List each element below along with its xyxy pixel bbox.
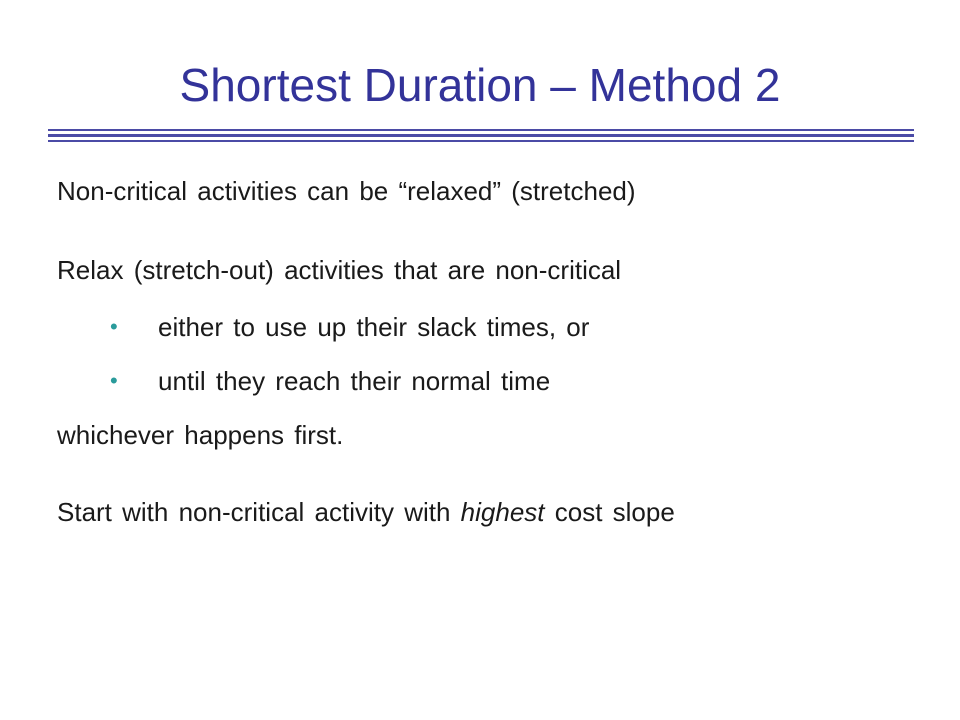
title-divider-bottom [48,140,914,142]
paragraph-relax-noncritical: Relax (stretch-out) activities that are non-critical [57,255,622,285]
bullet-item-normal-time [0,366,960,396]
cost-slope-text: cost slope [544,497,675,527]
bullet-icon: • [110,368,118,393]
bullet-icon: • [110,314,118,339]
bullet-text: either to use up their slack times, or [158,312,590,342]
bullet-item-slack [0,312,960,342]
title-divider-top [48,129,914,131]
paragraph-relaxed: Non-critical activities can be “relaxed” (stretched) [57,176,636,206]
emphasis-highest: highest [460,497,545,527]
paragraph-start-with [57,497,675,527]
title-divider-middle [48,134,914,137]
bullet-text: until they reach their normal time [158,366,551,396]
paragraph-whichever: whichever happens first. [57,420,344,450]
slide-title: Shortest Duration – Method 2 [179,59,781,111]
start-with-text: Start with non-critical activity with [57,497,461,527]
